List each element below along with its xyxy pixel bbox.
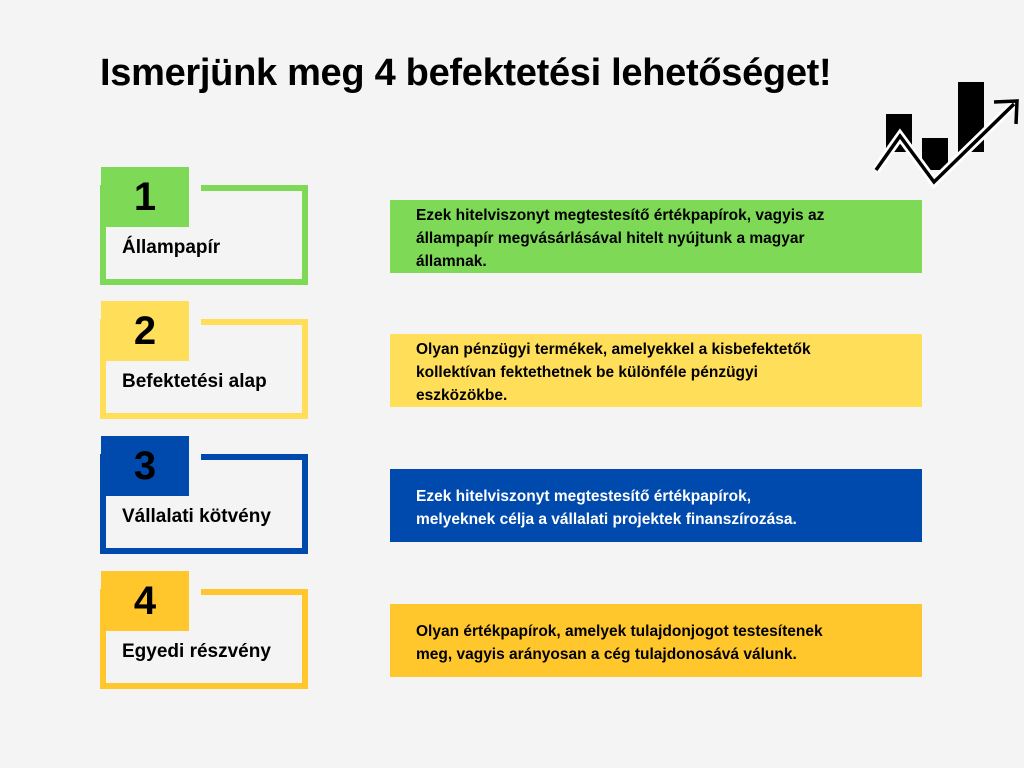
option-description: Olyan értékpapírok, amelyek tulajdonjogot testesítenek meg, vagyis arányosan a cég tulajdonosává válunk. [390,604,922,677]
option-number: 2 [101,301,189,361]
page-title: Ismerjünk meg 4 befektetési lehetőséget! [100,52,832,94]
option-number: 3 [101,436,189,496]
option-number: 4 [101,571,189,631]
option-label: Egyedi részvény [122,641,271,662]
option-description: Ezek hitelviszonyt megtestesítő értékpapírok, melyeknek célja a vállalati projektek finanszírozása. [390,469,922,542]
option-label: Állampapír [122,237,221,258]
option-description: Ezek hitelviszonyt megtestesítő értékpapírok, vagyis az állampapír megvásárlásával hitelt nyújtunk a magyar államnak. [390,200,922,273]
option-description: Olyan pénzügyi termékek, amelyekkel a kisbefektetők kollektívan fektethetnek be különféle pénzügyi eszközökbe. [390,334,922,407]
option-row [0,571,1024,696]
option-row [0,436,1024,561]
option-label: Befektetési alap [122,371,267,392]
card-gap [189,436,201,496]
option-row [0,301,1024,426]
card-gap [189,571,201,631]
option-row [0,167,1024,292]
option-label: Vállalati kötvény [122,506,271,527]
card-gap [189,301,201,361]
card-gap [189,167,201,227]
option-number: 1 [101,167,189,227]
